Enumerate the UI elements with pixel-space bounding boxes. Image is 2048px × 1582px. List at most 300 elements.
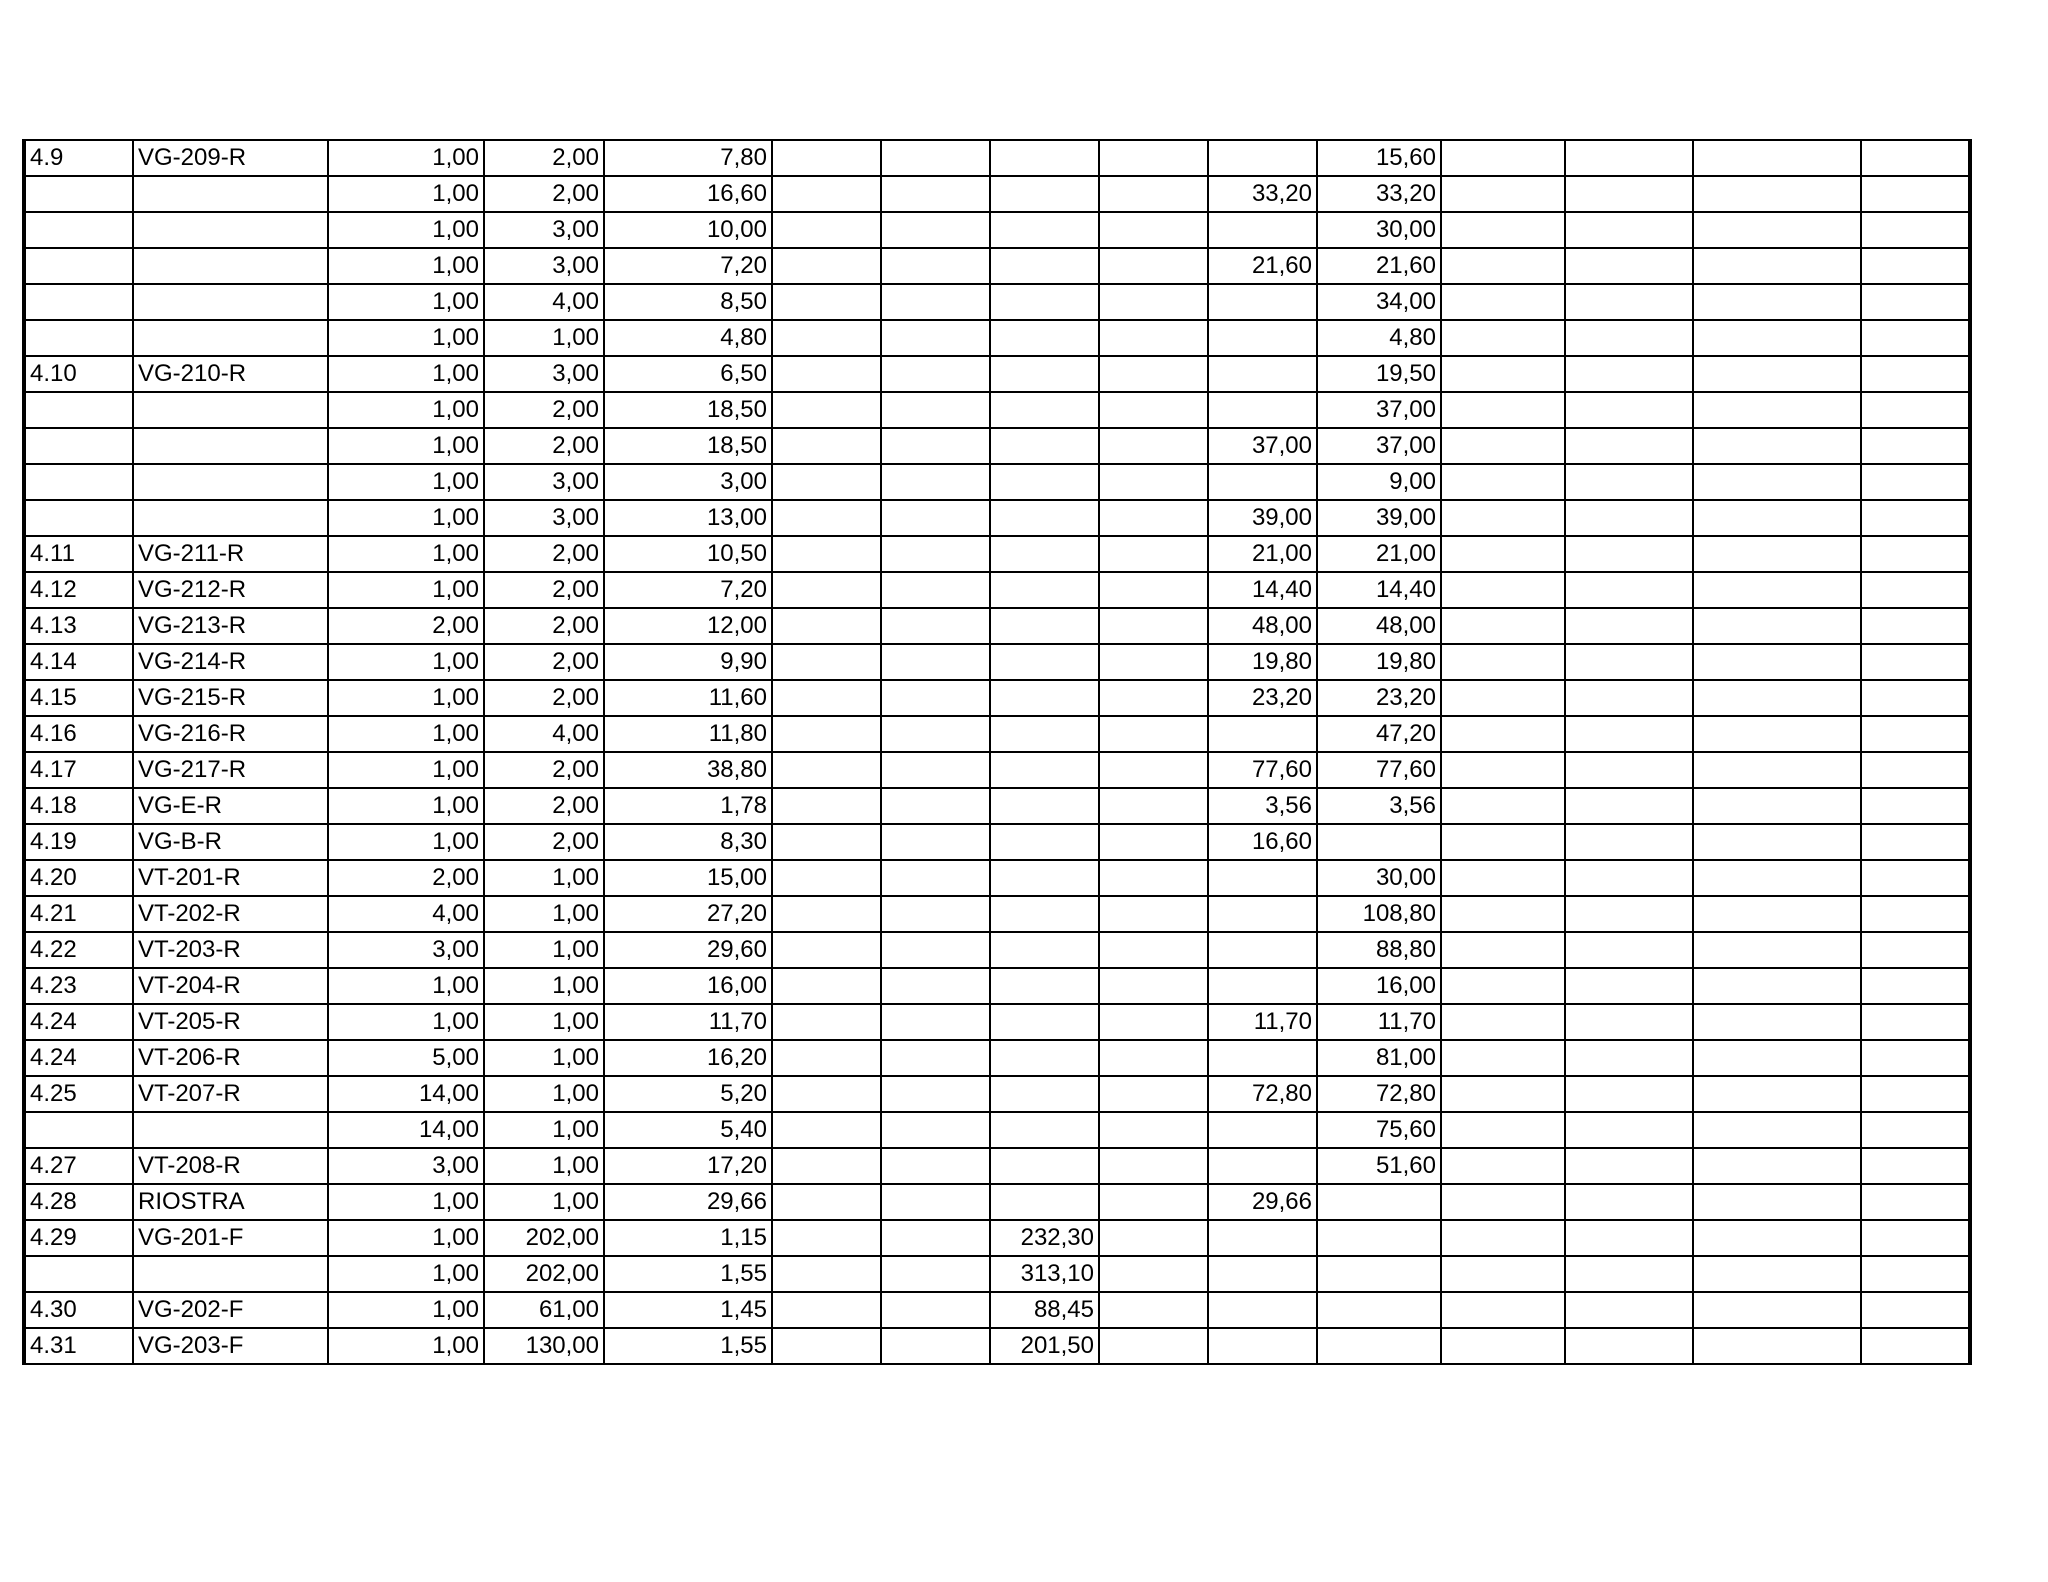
value-cell-7	[1099, 1004, 1208, 1040]
quantity-cell: 1,00	[328, 716, 484, 752]
value-cell-13	[1861, 1220, 1970, 1256]
value-cell-6: 232,30	[990, 1220, 1099, 1256]
value-cell-11	[1565, 1184, 1693, 1220]
value-cell-10	[1441, 1184, 1565, 1220]
item-code-cell: 4.15	[24, 680, 133, 716]
value-cell-6	[990, 140, 1099, 176]
quantity-cell: 2,00	[328, 860, 484, 896]
quantity-cell: 14,00	[328, 1076, 484, 1112]
count-cell: 130,00	[484, 1328, 604, 1364]
value-cell-10	[1441, 176, 1565, 212]
table-row	[24, 1076, 1970, 1112]
value-cell-9: 21,00	[1317, 536, 1441, 572]
value-cell-7	[1099, 752, 1208, 788]
quantity-cell: 1,00	[328, 824, 484, 860]
element-name-cell: VG-201-F	[133, 1220, 328, 1256]
count-cell: 2,00	[484, 176, 604, 212]
value-cell-13	[1861, 1148, 1970, 1184]
value-cell-4	[772, 1040, 881, 1076]
value-cell-9: 16,00	[1317, 968, 1441, 1004]
value-cell-12	[1693, 212, 1861, 248]
length-cell: 5,40	[604, 1112, 772, 1148]
length-cell: 1,15	[604, 1220, 772, 1256]
value-cell-13	[1861, 896, 1970, 932]
value-cell-10	[1441, 1220, 1565, 1256]
value-cell-11	[1565, 1328, 1693, 1364]
value-cell-12	[1693, 1076, 1861, 1112]
value-cell-5	[881, 140, 990, 176]
value-cell-10	[1441, 752, 1565, 788]
table-row	[24, 1004, 1970, 1040]
value-cell-13	[1861, 788, 1970, 824]
value-cell-9: 30,00	[1317, 860, 1441, 896]
value-cell-4	[772, 644, 881, 680]
value-cell-9: 88,80	[1317, 932, 1441, 968]
value-cell-8	[1208, 1220, 1317, 1256]
value-cell-10	[1441, 140, 1565, 176]
value-cell-12	[1693, 536, 1861, 572]
value-cell-8	[1208, 968, 1317, 1004]
quantity-cell: 3,00	[328, 932, 484, 968]
value-cell-10	[1441, 1076, 1565, 1112]
value-cell-11	[1565, 824, 1693, 860]
value-cell-12	[1693, 176, 1861, 212]
quantity-cell: 1,00	[328, 1256, 484, 1292]
value-cell-5	[881, 320, 990, 356]
value-cell-7	[1099, 500, 1208, 536]
value-cell-5	[881, 572, 990, 608]
value-cell-12	[1693, 248, 1861, 284]
length-cell: 10,00	[604, 212, 772, 248]
value-cell-7	[1099, 1328, 1208, 1364]
value-cell-8	[1208, 140, 1317, 176]
value-cell-12	[1693, 716, 1861, 752]
length-cell: 10,50	[604, 536, 772, 572]
length-cell: 1,78	[604, 788, 772, 824]
value-cell-4	[772, 716, 881, 752]
value-cell-4	[772, 824, 881, 860]
count-cell: 3,00	[484, 464, 604, 500]
value-cell-10	[1441, 1004, 1565, 1040]
item-code-cell: 4.14	[24, 644, 133, 680]
count-cell: 2,00	[484, 392, 604, 428]
value-cell-8: 19,80	[1208, 644, 1317, 680]
element-name-cell	[133, 284, 328, 320]
item-code-cell: 4.27	[24, 1148, 133, 1184]
value-cell-10	[1441, 1328, 1565, 1364]
value-cell-11	[1565, 176, 1693, 212]
item-code-cell	[24, 500, 133, 536]
value-cell-4	[772, 392, 881, 428]
count-cell: 2,00	[484, 536, 604, 572]
value-cell-5	[881, 536, 990, 572]
value-cell-7	[1099, 1256, 1208, 1292]
quantity-cell: 1,00	[328, 320, 484, 356]
element-name-cell: VG-202-F	[133, 1292, 328, 1328]
value-cell-11	[1565, 284, 1693, 320]
value-cell-5	[881, 1112, 990, 1148]
length-cell: 15,00	[604, 860, 772, 896]
element-name-cell: RIOSTRA	[133, 1184, 328, 1220]
item-code-cell: 4.19	[24, 824, 133, 860]
value-cell-12	[1693, 428, 1861, 464]
table-row	[24, 608, 1970, 644]
value-cell-13	[1861, 1004, 1970, 1040]
quantity-cell: 1,00	[328, 212, 484, 248]
value-cell-8: 11,70	[1208, 1004, 1317, 1040]
value-cell-4	[772, 1184, 881, 1220]
quantity-cell: 1,00	[328, 680, 484, 716]
quantity-cell: 1,00	[328, 392, 484, 428]
value-cell-9: 39,00	[1317, 500, 1441, 536]
value-cell-12	[1693, 1112, 1861, 1148]
value-cell-12	[1693, 1040, 1861, 1076]
value-cell-7	[1099, 428, 1208, 464]
value-cell-6	[990, 428, 1099, 464]
count-cell: 202,00	[484, 1220, 604, 1256]
length-cell: 7,80	[604, 140, 772, 176]
quantity-cell: 4,00	[328, 896, 484, 932]
value-cell-11	[1565, 608, 1693, 644]
length-cell: 16,00	[604, 968, 772, 1004]
value-cell-8: 37,00	[1208, 428, 1317, 464]
element-name-cell: VG-E-R	[133, 788, 328, 824]
value-cell-5	[881, 176, 990, 212]
item-code-cell: 4.20	[24, 860, 133, 896]
count-cell: 4,00	[484, 284, 604, 320]
count-cell: 1,00	[484, 932, 604, 968]
value-cell-7	[1099, 572, 1208, 608]
quantity-cell: 1,00	[328, 644, 484, 680]
table-row	[24, 1292, 1970, 1328]
value-cell-7	[1099, 644, 1208, 680]
value-cell-6	[990, 608, 1099, 644]
table-row	[24, 1148, 1970, 1184]
length-cell: 1,45	[604, 1292, 772, 1328]
value-cell-10	[1441, 824, 1565, 860]
element-name-cell: VG-217-R	[133, 752, 328, 788]
value-cell-12	[1693, 500, 1861, 536]
value-cell-5	[881, 608, 990, 644]
value-cell-6	[990, 1040, 1099, 1076]
item-code-cell	[24, 428, 133, 464]
value-cell-9: 21,60	[1317, 248, 1441, 284]
value-cell-6	[990, 1112, 1099, 1148]
value-cell-9: 108,80	[1317, 896, 1441, 932]
table-row	[24, 428, 1970, 464]
item-code-cell: 4.28	[24, 1184, 133, 1220]
value-cell-4	[772, 752, 881, 788]
element-name-cell	[133, 500, 328, 536]
value-cell-6	[990, 644, 1099, 680]
element-name-cell: VG-210-R	[133, 356, 328, 392]
length-cell: 1,55	[604, 1256, 772, 1292]
value-cell-10	[1441, 860, 1565, 896]
table-row	[24, 284, 1970, 320]
value-cell-9	[1317, 1220, 1441, 1256]
value-cell-10	[1441, 716, 1565, 752]
value-cell-13	[1861, 464, 1970, 500]
value-cell-6	[990, 1184, 1099, 1220]
value-cell-10	[1441, 320, 1565, 356]
value-cell-7	[1099, 608, 1208, 644]
value-cell-4	[772, 1112, 881, 1148]
item-code-cell: 4.12	[24, 572, 133, 608]
value-cell-11	[1565, 572, 1693, 608]
value-cell-6	[990, 896, 1099, 932]
value-cell-4	[772, 536, 881, 572]
value-cell-5	[881, 500, 990, 536]
value-cell-9: 4,80	[1317, 320, 1441, 356]
value-cell-8: 72,80	[1208, 1076, 1317, 1112]
value-cell-5	[881, 1040, 990, 1076]
value-cell-6	[990, 716, 1099, 752]
value-cell-9	[1317, 1256, 1441, 1292]
element-name-cell: VG-211-R	[133, 536, 328, 572]
item-code-cell: 4.11	[24, 536, 133, 572]
value-cell-7	[1099, 968, 1208, 1004]
item-code-cell: 4.29	[24, 1220, 133, 1256]
quantity-cell: 1,00	[328, 1292, 484, 1328]
table-row	[24, 896, 1970, 932]
value-cell-13	[1861, 932, 1970, 968]
value-cell-6	[990, 572, 1099, 608]
element-name-cell	[133, 212, 328, 248]
item-code-cell	[24, 284, 133, 320]
table-row	[24, 1112, 1970, 1148]
value-cell-10	[1441, 1040, 1565, 1076]
value-cell-13	[1861, 428, 1970, 464]
value-cell-5	[881, 824, 990, 860]
value-cell-4	[772, 608, 881, 644]
value-cell-12	[1693, 1004, 1861, 1040]
quantity-cell: 1,00	[328, 788, 484, 824]
value-cell-4	[772, 1328, 881, 1364]
table-row	[24, 752, 1970, 788]
value-cell-13	[1861, 536, 1970, 572]
value-cell-5	[881, 752, 990, 788]
length-cell: 18,50	[604, 392, 772, 428]
value-cell-7	[1099, 788, 1208, 824]
value-cell-4	[772, 860, 881, 896]
table-row	[24, 968, 1970, 1004]
count-cell: 2,00	[484, 680, 604, 716]
value-cell-7	[1099, 356, 1208, 392]
quantity-cell: 3,00	[328, 1148, 484, 1184]
value-cell-10	[1441, 248, 1565, 284]
value-cell-6	[990, 860, 1099, 896]
element-name-cell	[133, 392, 328, 428]
value-cell-13	[1861, 1184, 1970, 1220]
length-cell: 11,70	[604, 1004, 772, 1040]
count-cell: 61,00	[484, 1292, 604, 1328]
value-cell-6	[990, 284, 1099, 320]
value-cell-12	[1693, 752, 1861, 788]
count-cell: 1,00	[484, 1040, 604, 1076]
value-cell-4	[772, 212, 881, 248]
value-cell-8: 39,00	[1208, 500, 1317, 536]
quantity-cell: 1,00	[328, 248, 484, 284]
value-cell-13	[1861, 1292, 1970, 1328]
value-cell-4	[772, 356, 881, 392]
value-cell-5	[881, 464, 990, 500]
count-cell: 1,00	[484, 968, 604, 1004]
element-name-cell: VG-216-R	[133, 716, 328, 752]
value-cell-13	[1861, 356, 1970, 392]
value-cell-8	[1208, 1256, 1317, 1292]
value-cell-10	[1441, 608, 1565, 644]
value-cell-5	[881, 644, 990, 680]
value-cell-5	[881, 932, 990, 968]
length-cell: 7,20	[604, 572, 772, 608]
spreadsheet-table	[22, 139, 1972, 1365]
value-cell-5	[881, 968, 990, 1004]
value-cell-10	[1441, 536, 1565, 572]
table-row	[24, 932, 1970, 968]
value-cell-10	[1441, 968, 1565, 1004]
value-cell-9: 15,60	[1317, 140, 1441, 176]
value-cell-8	[1208, 320, 1317, 356]
value-cell-4	[772, 968, 881, 1004]
length-cell: 1,55	[604, 1328, 772, 1364]
value-cell-11	[1565, 860, 1693, 896]
value-cell-12	[1693, 1148, 1861, 1184]
value-cell-9: 9,00	[1317, 464, 1441, 500]
value-cell-13	[1861, 176, 1970, 212]
value-cell-10	[1441, 932, 1565, 968]
element-name-cell	[133, 464, 328, 500]
item-code-cell: 4.10	[24, 356, 133, 392]
value-cell-10	[1441, 1292, 1565, 1328]
quantity-cell: 2,00	[328, 608, 484, 644]
value-cell-5	[881, 356, 990, 392]
value-cell-12	[1693, 788, 1861, 824]
value-cell-12	[1693, 608, 1861, 644]
table-row	[24, 176, 1970, 212]
value-cell-8	[1208, 932, 1317, 968]
value-cell-13	[1861, 212, 1970, 248]
value-cell-13	[1861, 1040, 1970, 1076]
table-row	[24, 248, 1970, 284]
table-row	[24, 644, 1970, 680]
value-cell-9: 48,00	[1317, 608, 1441, 644]
value-cell-10	[1441, 392, 1565, 428]
element-name-cell: VG-B-R	[133, 824, 328, 860]
quantity-cell: 5,00	[328, 1040, 484, 1076]
value-cell-4	[772, 788, 881, 824]
value-cell-7	[1099, 1292, 1208, 1328]
length-cell: 27,20	[604, 896, 772, 932]
table-row	[24, 356, 1970, 392]
table-row	[24, 572, 1970, 608]
value-cell-12	[1693, 464, 1861, 500]
value-cell-4	[772, 1292, 881, 1328]
value-cell-9: 19,80	[1317, 644, 1441, 680]
length-cell: 16,20	[604, 1040, 772, 1076]
count-cell: 2,00	[484, 608, 604, 644]
value-cell-12	[1693, 680, 1861, 716]
value-cell-9	[1317, 1184, 1441, 1220]
value-cell-12	[1693, 1292, 1861, 1328]
value-cell-13	[1861, 1328, 1970, 1364]
element-name-cell: VG-215-R	[133, 680, 328, 716]
value-cell-7	[1099, 1076, 1208, 1112]
value-cell-5	[881, 1256, 990, 1292]
value-cell-6	[990, 212, 1099, 248]
value-cell-13	[1861, 824, 1970, 860]
item-code-cell: 4.21	[24, 896, 133, 932]
length-cell: 8,30	[604, 824, 772, 860]
value-cell-11	[1565, 1112, 1693, 1148]
value-cell-10	[1441, 212, 1565, 248]
value-cell-5	[881, 860, 990, 896]
value-cell-11	[1565, 1040, 1693, 1076]
value-cell-8: 21,00	[1208, 536, 1317, 572]
value-cell-4	[772, 284, 881, 320]
count-cell: 1,00	[484, 1148, 604, 1184]
value-cell-11	[1565, 1004, 1693, 1040]
value-cell-11	[1565, 1076, 1693, 1112]
value-cell-12	[1693, 284, 1861, 320]
value-cell-11	[1565, 500, 1693, 536]
value-cell-5	[881, 248, 990, 284]
value-cell-9: 37,00	[1317, 392, 1441, 428]
value-cell-6	[990, 752, 1099, 788]
table-row	[24, 860, 1970, 896]
value-cell-9	[1317, 1328, 1441, 1364]
quantity-cell: 1,00	[328, 1220, 484, 1256]
item-code-cell: 4.31	[24, 1328, 133, 1364]
element-name-cell: VG-209-R	[133, 140, 328, 176]
value-cell-11	[1565, 896, 1693, 932]
table-row	[24, 1256, 1970, 1292]
value-cell-8	[1208, 464, 1317, 500]
value-cell-12	[1693, 932, 1861, 968]
value-cell-5	[881, 1004, 990, 1040]
item-code-cell: 4.17	[24, 752, 133, 788]
item-code-cell	[24, 212, 133, 248]
value-cell-11	[1565, 680, 1693, 716]
table-row	[24, 392, 1970, 428]
count-cell: 3,00	[484, 212, 604, 248]
value-cell-7	[1099, 824, 1208, 860]
value-cell-6	[990, 356, 1099, 392]
value-cell-4	[772, 932, 881, 968]
value-cell-7	[1099, 140, 1208, 176]
element-name-cell: VT-203-R	[133, 932, 328, 968]
value-cell-7	[1099, 680, 1208, 716]
value-cell-8: 33,20	[1208, 176, 1317, 212]
value-cell-9: 72,80	[1317, 1076, 1441, 1112]
table-row	[24, 680, 1970, 716]
count-cell: 202,00	[484, 1256, 604, 1292]
value-cell-6: 88,45	[990, 1292, 1099, 1328]
value-cell-13	[1861, 572, 1970, 608]
value-cell-5	[881, 392, 990, 428]
value-cell-12	[1693, 860, 1861, 896]
element-name-cell: VT-207-R	[133, 1076, 328, 1112]
value-cell-8	[1208, 1328, 1317, 1364]
element-name-cell	[133, 1256, 328, 1292]
value-cell-6	[990, 968, 1099, 1004]
table-row	[24, 320, 1970, 356]
count-cell: 3,00	[484, 500, 604, 536]
value-cell-9: 3,56	[1317, 788, 1441, 824]
value-cell-11	[1565, 212, 1693, 248]
value-cell-11	[1565, 1292, 1693, 1328]
value-cell-8	[1208, 1292, 1317, 1328]
item-code-cell	[24, 320, 133, 356]
